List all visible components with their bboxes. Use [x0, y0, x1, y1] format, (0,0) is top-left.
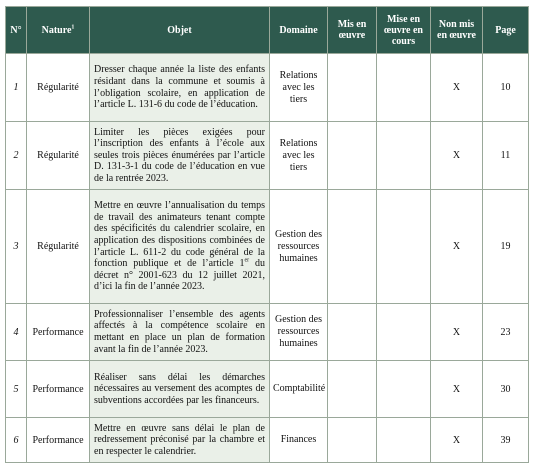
row-objet-superscript: er — [244, 257, 250, 264]
row-en-cours — [377, 418, 431, 463]
table-body — [6, 54, 529, 463]
header-row — [6, 7, 529, 54]
row-domaine: Relations avec les tiers — [270, 122, 328, 190]
row-mis-en-oeuvre — [328, 190, 377, 304]
header-mis-en-oeuvre-label: Mis en œuvre — [337, 19, 367, 41]
row-en-cours — [377, 361, 431, 418]
row-num: 4 — [6, 304, 27, 361]
table-row — [6, 122, 529, 190]
row-nature: Régularité — [27, 190, 90, 304]
header-mis-en-oeuvre — [328, 7, 377, 54]
header-en-cours-label: Mise en œuvre en cours — [384, 13, 423, 47]
row-en-cours — [377, 190, 431, 304]
row-objet: Mettre en œuvre sans délai le plan de redressement préconisé par la chambre et en respecter le calendrier. — [90, 418, 270, 463]
row-mis-en-oeuvre — [328, 122, 377, 190]
row-non-mis: X — [431, 304, 483, 361]
row-en-cours — [377, 122, 431, 190]
recommendations-table — [5, 6, 529, 463]
header-objet-label: Objet — [167, 24, 192, 36]
row-mis-en-oeuvre — [328, 54, 377, 122]
row-page: 39 — [483, 418, 529, 463]
header-objet — [90, 7, 270, 54]
row-en-cours — [377, 54, 431, 122]
row-domaine: Gestion des ressources humaines — [270, 190, 328, 304]
row-mis-en-oeuvre — [328, 418, 377, 463]
header-domaine-label: Domaine — [279, 24, 318, 36]
header-num — [6, 7, 27, 54]
row-page: 23 — [483, 304, 529, 361]
table-row — [6, 304, 529, 361]
row-non-mis: X — [431, 122, 483, 190]
row-objet-text-a: Mettre en œuvre l’annualisation du temps de travail des animateurs tenant compte des spécificités du calendrier scolaire, en application des dispositions combinées de l’article L. 611-2 du code général de la fonction publique et de l’article 1 — [94, 200, 265, 270]
row-page: 10 — [483, 54, 529, 122]
row-nature: Régularité — [27, 54, 90, 122]
header-non-mis — [431, 7, 483, 54]
row-num: 5 — [6, 361, 27, 418]
row-objet: Dresser chaque année la liste des enfants résidant dans la commune et soumis à l’obligation scolaire, en application de l’article L. 131-6 du code de l’éducation. — [90, 54, 270, 122]
header-page — [483, 7, 529, 54]
row-domaine: Relations avec les tiers — [270, 54, 328, 122]
row-num: 3 — [6, 190, 27, 304]
row-en-cours — [377, 304, 431, 361]
header-en-cours — [377, 7, 431, 54]
row-objet: Réaliser sans délai les démarches nécessaires au versement des acomptes de subventions accordées par les financeurs. — [90, 361, 270, 418]
table-row — [6, 190, 529, 304]
header-non-mis-label: Non mis en œuvre — [437, 19, 476, 41]
row-page: 30 — [483, 361, 529, 418]
row-domaine: Finances — [270, 418, 328, 463]
row-non-mis: X — [431, 54, 483, 122]
table-header — [6, 7, 529, 54]
recommendations-document — [5, 6, 528, 463]
row-domaine: Gestion des ressources humaines — [270, 304, 328, 361]
row-mis-en-oeuvre — [328, 361, 377, 418]
row-non-mis: X — [431, 418, 483, 463]
table-row — [6, 361, 529, 418]
row-objet: Limiter les pièces exigées pour l’inscription des enfants à l’école aux seules trois pièces énumérées par l’article D. 131-3-1 du code de l’éducation en vue de la rentrée 2023. — [90, 122, 270, 190]
table-row — [6, 418, 529, 463]
header-page-label: Page — [495, 24, 516, 36]
footnote-marker: 1 — [71, 24, 75, 31]
row-num: 6 — [6, 418, 27, 463]
row-objet-text-b: du décret n° 2001-623 du 12 juillet 2021, d’ici la fin de l’année 2023. — [94, 258, 265, 293]
row-nature: Performance — [27, 418, 90, 463]
row-objet: Professionnaliser l’ensemble des agents affectés à la compétence scolaire en mettant en place un plan de formation avant la fin de l’année 2023. — [90, 304, 270, 361]
row-domaine: Comptabilité — [270, 361, 328, 418]
row-mis-en-oeuvre — [328, 304, 377, 361]
row-nature: Régularité — [27, 122, 90, 190]
row-objet — [90, 190, 270, 304]
header-nature-label: Nature — [41, 24, 72, 36]
row-non-mis: X — [431, 361, 483, 418]
row-num: 1 — [6, 54, 27, 122]
row-nature: Performance — [27, 361, 90, 418]
table-row — [6, 54, 529, 122]
header-domaine — [270, 7, 328, 54]
header-nature — [27, 7, 90, 54]
header-num-label: N° — [10, 24, 22, 36]
row-page: 19 — [483, 190, 529, 304]
row-nature: Performance — [27, 304, 90, 361]
row-non-mis: X — [431, 190, 483, 304]
row-page: 11 — [483, 122, 529, 190]
row-num: 2 — [6, 122, 27, 190]
